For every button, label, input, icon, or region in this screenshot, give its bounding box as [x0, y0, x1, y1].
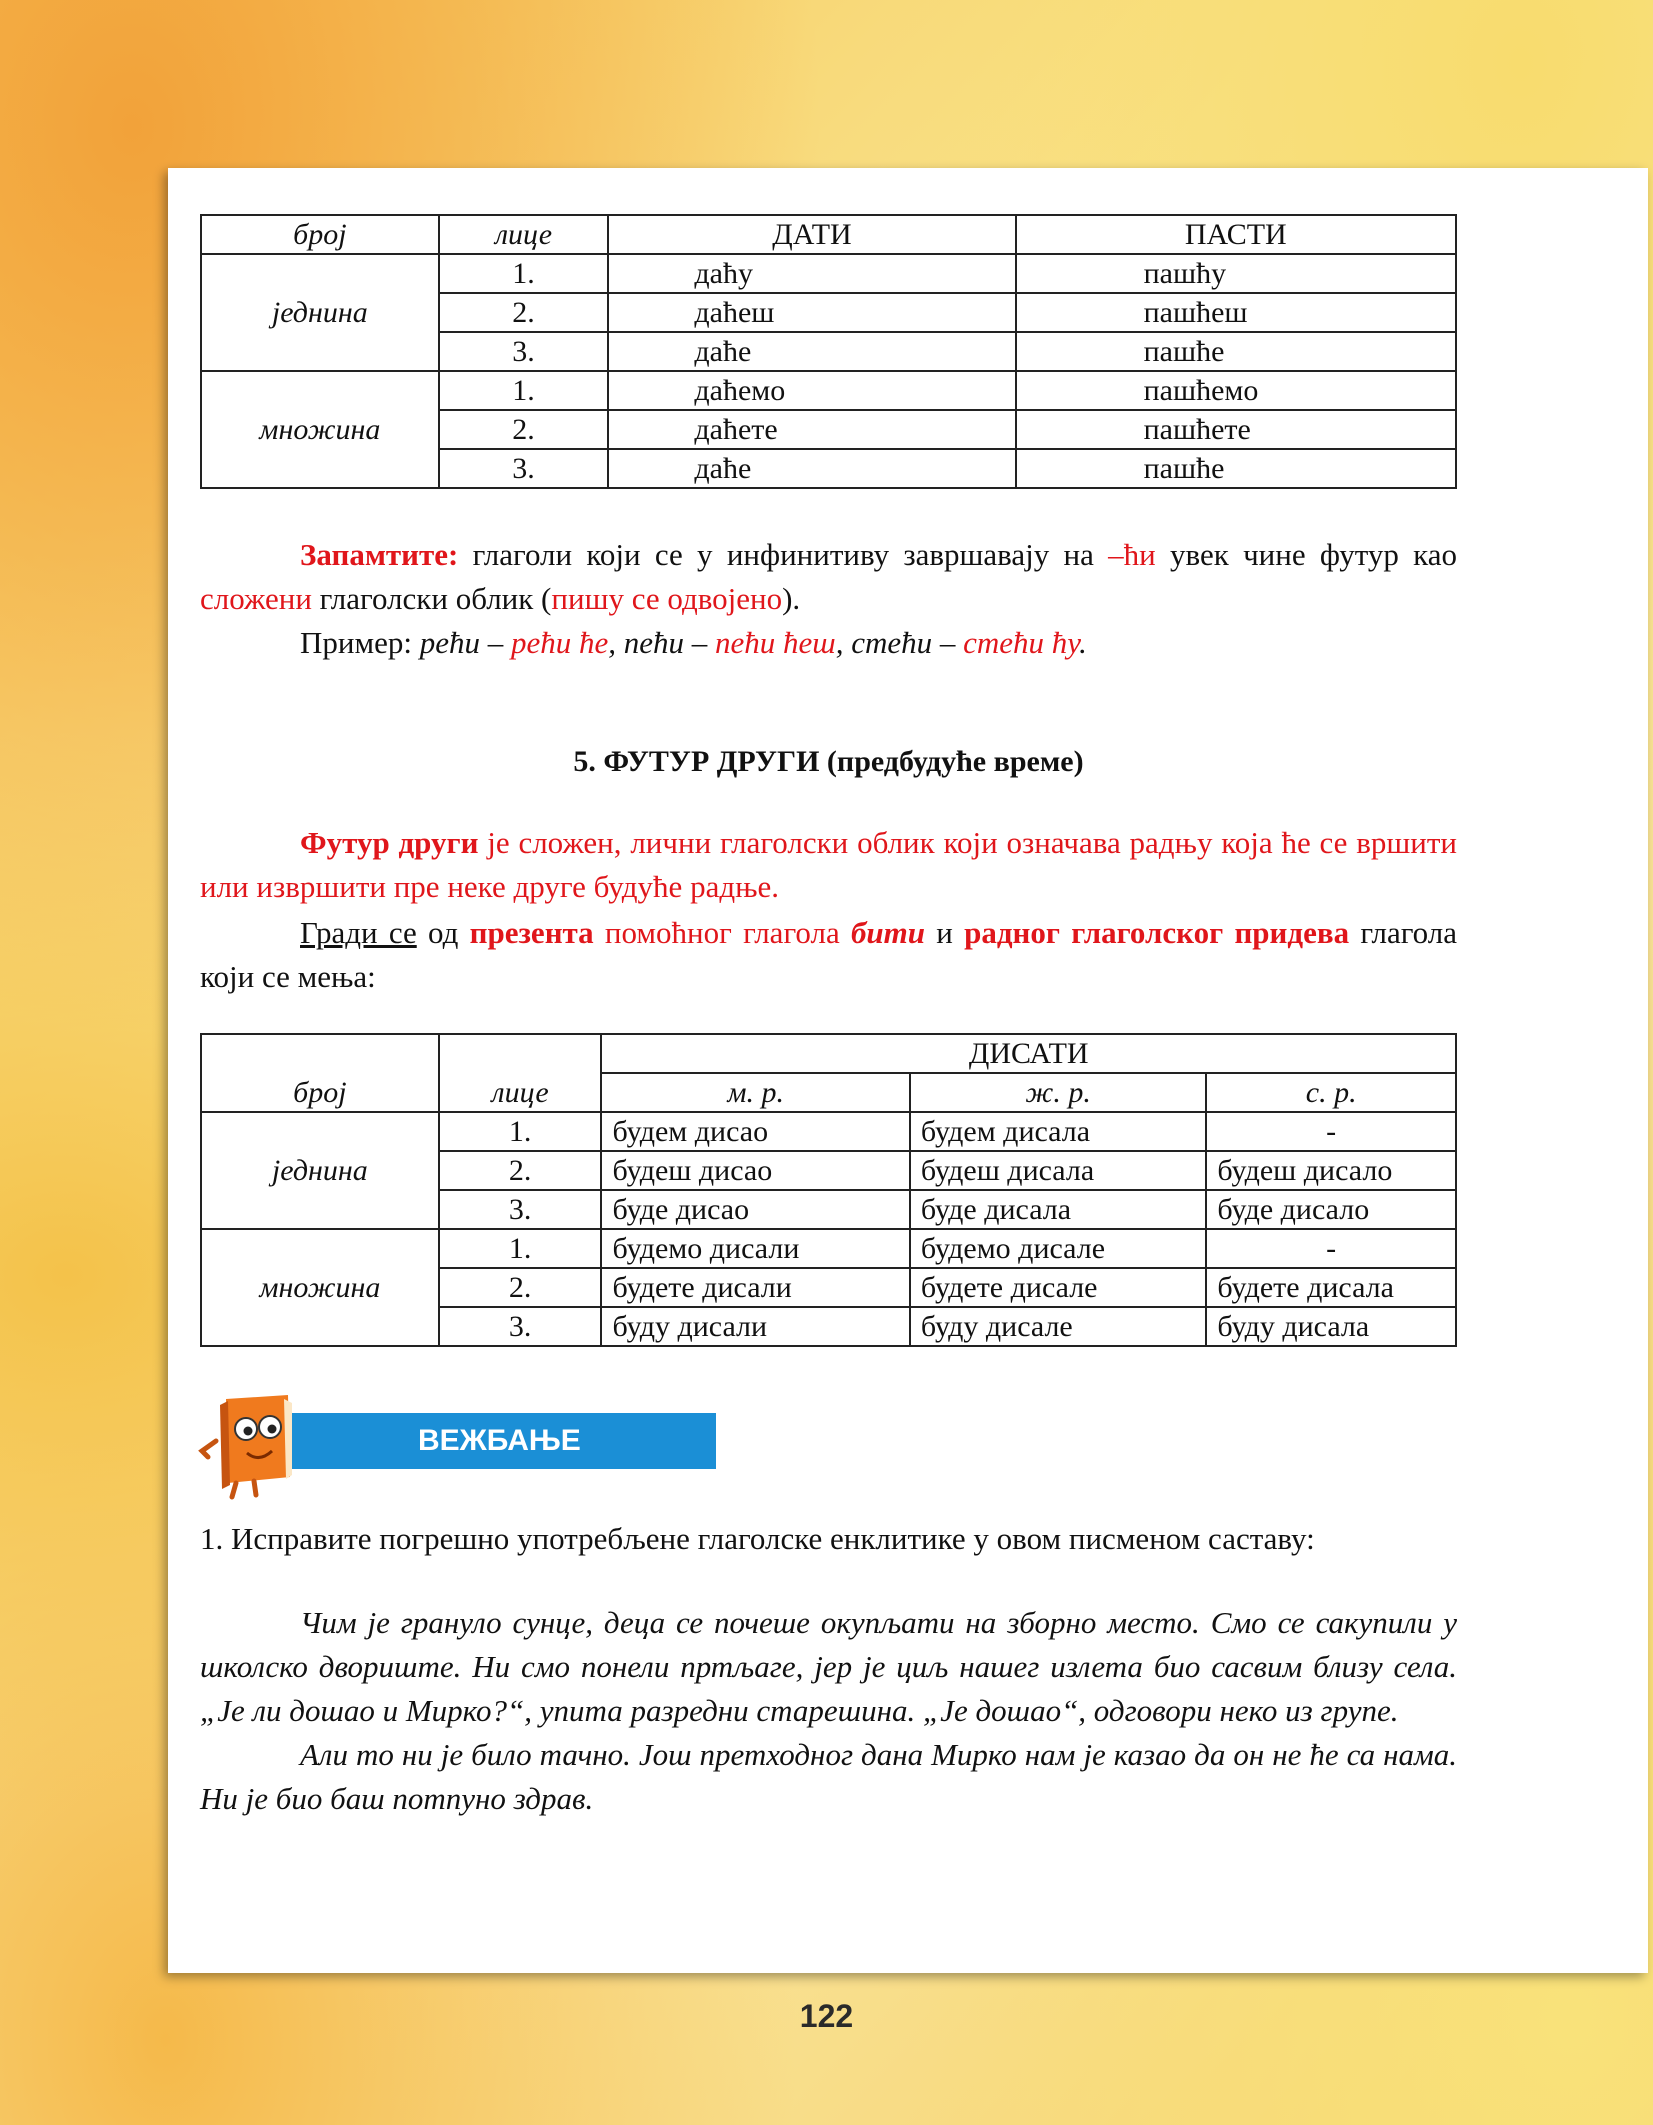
- person-cell: 3.: [439, 332, 609, 371]
- example-infinitive: пећи: [623, 625, 685, 660]
- page-content: [200, 214, 1457, 1821]
- form-cell: будем дисао: [601, 1112, 909, 1151]
- group-label-plural: множина: [201, 1229, 439, 1346]
- example-future: стећи ћу: [963, 625, 1080, 660]
- definition-term: Футур други: [300, 825, 479, 860]
- remember-text: глаголи који се у инфинитиву завршавају на: [458, 537, 1109, 572]
- example-label: Пример:: [300, 625, 420, 660]
- header-neuter: с. р.: [1206, 1073, 1456, 1112]
- formation-text: и: [925, 915, 965, 950]
- table-row: [201, 1229, 1456, 1268]
- section-heading: 5. ФУТУР ДРУГИ (предбудуће време): [573, 745, 1084, 778]
- form-cell: пашће: [1016, 449, 1456, 488]
- form-cell: буду дисала: [1206, 1307, 1456, 1346]
- remember-label: Запамтите:: [300, 537, 459, 572]
- dash: –: [684, 625, 716, 660]
- group-label-singular: једнина: [201, 1112, 439, 1229]
- person-cell: 2.: [439, 1151, 602, 1190]
- period: .: [1079, 625, 1087, 660]
- form-cell: -: [1206, 1229, 1456, 1268]
- example-line: [200, 621, 1457, 665]
- exercise-paragraph-2: Али то ни је било тачно. Још претходног дана Мирко нам је казао да он не ће са нама. Ни је био баш потпуно здрав.: [200, 1737, 1457, 1816]
- table-header-row: [201, 215, 1456, 254]
- form-cell: будете дисале: [910, 1268, 1206, 1307]
- form-cell: буду дисале: [910, 1307, 1206, 1346]
- exercise-header: [200, 1391, 1457, 1501]
- example-future: пећи ћеш: [715, 625, 836, 660]
- written-separately: пишу се одвојено: [551, 581, 783, 616]
- form-cell: даћемо: [608, 371, 1015, 410]
- definition-paragraph: [200, 821, 1457, 909]
- form-cell: пашћу: [1016, 254, 1456, 293]
- conjugation-table-disati: [200, 1033, 1457, 1347]
- exercise-banner: ВЕЖБАЊЕ: [260, 1413, 716, 1469]
- form-cell: буду дисали: [601, 1307, 909, 1346]
- book-mascot-icon: [192, 1391, 302, 1506]
- header-feminine: ж. р.: [910, 1073, 1206, 1112]
- header-broj: број: [201, 215, 439, 254]
- formation-participle: радног глаголског придева: [964, 915, 1350, 950]
- form-cell: будете дисала: [1206, 1268, 1456, 1307]
- formation-text: од: [416, 915, 470, 950]
- form-cell: будете дисали: [601, 1268, 909, 1307]
- form-cell: будеш дисала: [910, 1151, 1206, 1190]
- suffix-chi: –ћи: [1108, 537, 1156, 572]
- person-cell: 1.: [439, 254, 609, 293]
- formation-gradi: Гради се: [300, 915, 417, 950]
- person-cell: 2.: [439, 410, 609, 449]
- definition-text: је сложен, лични глаголски облик који означава радњу која ће се вршити или извршити пре неке друге будуће радње.: [200, 825, 1457, 904]
- person-cell: 3.: [439, 449, 609, 488]
- group-label-plural: множина: [201, 371, 439, 488]
- group-label-singular: једнина: [201, 254, 439, 371]
- exercise-paragraph-1: Чим је грануло сунце, деца се почеше окупљати на зборно место. Смо се сакупили у школско двориште. Ни смо понели пртљаге, јер је циљ нашег излета био сасвим близу села. „Је ли дошао и Мирко?“, упита разредни старешина. „Је дошао“, одговори неко из групе.: [200, 1605, 1457, 1728]
- remember-text: ).: [782, 581, 801, 616]
- form-cell: пашћеш: [1016, 293, 1456, 332]
- page-sheet: [168, 168, 1648, 1973]
- formation-prezenta: презента: [469, 915, 594, 950]
- form-cell: пашћете: [1016, 410, 1456, 449]
- form-cell: даћу: [608, 254, 1015, 293]
- formation-paragraph: [200, 911, 1457, 999]
- form-cell: даћеш: [608, 293, 1015, 332]
- word-slozeni: сложени: [200, 581, 312, 616]
- form-cell: даће: [608, 332, 1015, 371]
- form-cell: пашћемо: [1016, 371, 1456, 410]
- header-dati: ДАТИ: [608, 215, 1015, 254]
- form-cell: будем дисала: [910, 1112, 1206, 1151]
- table-row: [201, 254, 1456, 293]
- person-cell: 1.: [439, 371, 609, 410]
- remember-text: глаголски облик (: [311, 581, 552, 616]
- exercise-task: 1. Исправите погрешно употребљене глаголске енклитике у овом писменом саставу:: [200, 1521, 1315, 1556]
- person-cell: 2.: [439, 1268, 602, 1307]
- form-cell: -: [1206, 1112, 1456, 1151]
- person-cell: 3.: [439, 1190, 602, 1229]
- person-cell: 3.: [439, 1307, 602, 1346]
- header-broj: број: [201, 1034, 439, 1112]
- formation-biti: бити: [850, 915, 926, 950]
- conjugation-table-dati-pasti: [200, 214, 1457, 489]
- form-cell: пашће: [1016, 332, 1456, 371]
- form-cell: будеш дисао: [601, 1151, 909, 1190]
- remember-note: [200, 533, 1457, 621]
- form-cell: буде дисала: [910, 1190, 1206, 1229]
- formation-text: глагола који се мења:: [200, 915, 1457, 994]
- remember-text: увек чине футур као: [1155, 537, 1457, 572]
- header-disati: ДИСАТИ: [601, 1034, 1456, 1073]
- dash: –: [479, 625, 511, 660]
- form-cell: буде дисао: [601, 1190, 909, 1229]
- table-row: [201, 371, 1456, 410]
- form-cell: будемо дисале: [910, 1229, 1206, 1268]
- comma: ,: [835, 625, 852, 660]
- example-infinitive: рећи: [419, 625, 480, 660]
- formation-auxiliary: помоћног глагола: [593, 915, 851, 950]
- form-cell: будемо дисали: [601, 1229, 909, 1268]
- example-future: рећи ће: [510, 625, 609, 660]
- example-infinitive: стећи: [851, 625, 933, 660]
- person-cell: 1.: [439, 1112, 602, 1151]
- form-cell: будеш дисало: [1206, 1151, 1456, 1190]
- form-cell: буде дисало: [1206, 1190, 1456, 1229]
- header-lice: лице: [439, 215, 609, 254]
- person-cell: 2.: [439, 293, 609, 332]
- header-masculine: м. р.: [601, 1073, 909, 1112]
- table-header-row: [201, 1034, 1456, 1073]
- person-cell: 1.: [439, 1229, 602, 1268]
- form-cell: даћете: [608, 410, 1015, 449]
- header-lice: лице: [439, 1034, 602, 1112]
- comma: ,: [608, 625, 624, 660]
- table-row: [201, 1112, 1456, 1151]
- header-pasti: ПАСТИ: [1016, 215, 1456, 254]
- form-cell: даће: [608, 449, 1015, 488]
- page-number: 122: [799, 1998, 854, 2034]
- dash: –: [932, 625, 964, 660]
